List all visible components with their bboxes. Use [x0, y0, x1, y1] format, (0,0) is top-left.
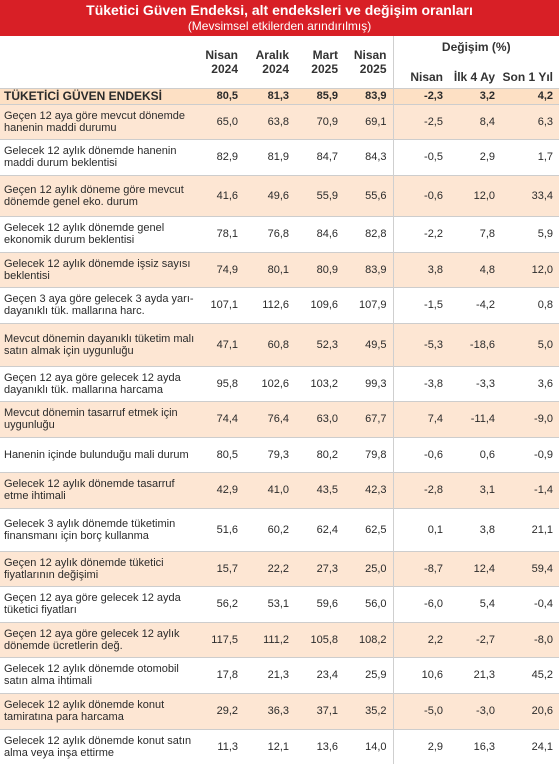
change-header-2: Son 1 Yıl	[502, 69, 553, 84]
row-value: 3,8	[393, 252, 449, 287]
row-value: 80,9	[295, 252, 344, 287]
header-row-1	[0, 36, 559, 62]
row-value: -18,6	[449, 323, 501, 366]
row-value: 55,9	[295, 175, 344, 216]
row-value: 99,3	[344, 366, 393, 401]
row-value: 12,1	[244, 729, 295, 764]
row-value: -5,3	[393, 323, 449, 366]
row-value: 83,9	[344, 252, 393, 287]
column-header-line2: 2025	[311, 61, 338, 76]
row-value: 79,8	[344, 437, 393, 472]
row-value: -2,7	[449, 622, 501, 657]
row-label: Geçen 3 aya göre gelecek 3 ayda yarı-dayanıklı tük. mallarına harc.	[0, 287, 200, 323]
row-value: -2,2	[393, 216, 449, 252]
table-row	[0, 401, 559, 437]
row-value: 15,7	[200, 551, 244, 586]
row-value: -6,0	[393, 586, 449, 622]
row-value: 7,4	[393, 401, 449, 437]
row-value: 55,6	[344, 175, 393, 216]
row-value: 43,5	[295, 472, 344, 508]
row-value: 5,0	[501, 323, 559, 366]
row-value: 107,1	[200, 287, 244, 323]
row-value: 3,8	[449, 508, 501, 551]
change-header-0: Nisan	[393, 62, 449, 88]
row-label: Gelecek 12 aylık dönemde hanenin maddi durum beklentisi	[0, 139, 200, 175]
row-value: 65,0	[200, 104, 244, 139]
row-value: 42,3	[344, 472, 393, 508]
row-label: Gelecek 12 aylık dönemde tasarruf etme ihtimali	[0, 472, 200, 508]
row-value: 12,0	[449, 175, 501, 216]
table-body	[0, 88, 559, 764]
table-row	[0, 216, 559, 252]
table-row	[0, 551, 559, 586]
row-value: 81,9	[244, 139, 295, 175]
row-value: -8,0	[501, 622, 559, 657]
row-value: -3,3	[449, 366, 501, 401]
change-header-1: İlk 4 Ay	[453, 69, 495, 84]
row-value: 82,8	[344, 216, 393, 252]
table-row	[0, 729, 559, 764]
row-value: 0,8	[501, 287, 559, 323]
row-value: -0,5	[393, 139, 449, 175]
row-value: -0,4	[501, 586, 559, 622]
row-value: 60,8	[244, 323, 295, 366]
row-label: TÜKETİCİ GÜVEN ENDEKSİ	[0, 88, 200, 104]
row-value: -2,8	[393, 472, 449, 508]
row-value: 62,5	[344, 508, 393, 551]
row-value: 111,2	[244, 622, 295, 657]
row-value: 70,9	[295, 104, 344, 139]
row-value: -1,4	[501, 472, 559, 508]
row-value: 49,5	[344, 323, 393, 366]
row-value: 36,3	[244, 693, 295, 729]
row-value: 35,2	[344, 693, 393, 729]
table-row	[0, 252, 559, 287]
row-value: 3,6	[501, 366, 559, 401]
row-value: 5,9	[501, 216, 559, 252]
table-title: Tüketici Güven Endeksi, alt endeksleri ve değişim oranları	[86, 2, 473, 18]
table-row	[0, 323, 559, 366]
table-row	[0, 437, 559, 472]
row-value: -8,7	[393, 551, 449, 586]
row-value: 78,1	[200, 216, 244, 252]
row-value: 0,1	[393, 508, 449, 551]
row-label: Gelecek 12 aylık dönemde otomobil satın alma ihtimali	[0, 657, 200, 693]
column-header-line2: 2024	[262, 61, 289, 76]
row-value: 42,9	[200, 472, 244, 508]
row-value: 105,8	[295, 622, 344, 657]
column-header-line1: Aralık	[255, 47, 289, 62]
row-value: 33,4	[501, 175, 559, 216]
row-value: 84,6	[295, 216, 344, 252]
row-value: 107,9	[344, 287, 393, 323]
row-label: Geçen 12 aya göre gelecek 12 aylık dönemde ücretlerin değ.	[0, 622, 200, 657]
row-value: -5,0	[393, 693, 449, 729]
column-header-line1: Nisan	[205, 47, 238, 62]
row-value: 20,6	[501, 693, 559, 729]
row-value: 51,6	[200, 508, 244, 551]
row-value: 12,4	[449, 551, 501, 586]
row-value: 8,4	[449, 104, 501, 139]
row-value: -1,5	[393, 287, 449, 323]
row-value: 69,1	[344, 104, 393, 139]
row-value: 3,2	[449, 88, 501, 104]
row-value: 10,6	[393, 657, 449, 693]
column-header-period-3	[344, 36, 393, 88]
row-value: 37,1	[295, 693, 344, 729]
row-value: 60,2	[244, 508, 295, 551]
row-label: Geçen 12 aylık dönemde tüketici fiyatlarının değişimi	[0, 551, 200, 586]
row-value: 80,5	[200, 437, 244, 472]
table-header-banner	[0, 0, 559, 36]
table-row	[0, 508, 559, 551]
row-value: 47,1	[200, 323, 244, 366]
column-header-line2: 2025	[359, 61, 387, 76]
row-value: 67,7	[344, 401, 393, 437]
row-value: -3,0	[449, 693, 501, 729]
row-value: 103,2	[295, 366, 344, 401]
row-value: 80,2	[295, 437, 344, 472]
row-value: 16,3	[449, 729, 501, 764]
row-value: 14,0	[344, 729, 393, 764]
row-value: 21,1	[501, 508, 559, 551]
row-label: Geçen 12 aya göre gelecek 12 ayda dayanıklı tük. mallarına harcama	[0, 366, 200, 401]
row-value: 21,3	[244, 657, 295, 693]
row-value: 6,3	[501, 104, 559, 139]
row-value: 74,9	[200, 252, 244, 287]
change-group-header	[393, 36, 559, 62]
table-row	[0, 366, 559, 401]
row-value: 102,6	[244, 366, 295, 401]
header-label-cell	[0, 36, 200, 88]
row-value: 53,1	[244, 586, 295, 622]
row-value: 95,8	[200, 366, 244, 401]
column-header-line1: Mart	[312, 47, 338, 62]
row-value: 5,4	[449, 586, 501, 622]
row-value: 117,5	[200, 622, 244, 657]
table-row	[0, 657, 559, 693]
row-value: 25,9	[344, 657, 393, 693]
row-value: 1,7	[501, 139, 559, 175]
row-value: 11,3	[200, 729, 244, 764]
row-value: -11,4	[449, 401, 501, 437]
table-row-total	[0, 88, 559, 104]
row-value: 52,3	[295, 323, 344, 366]
row-value: 4,2	[501, 88, 559, 104]
table-subtitle: (Mevsimsel etkilerden arındırılmış)	[187, 19, 372, 33]
row-value: 84,3	[344, 139, 393, 175]
row-label: Geçen 12 aya göre mevcut dönemde hanenin maddi durumu	[0, 104, 200, 139]
row-value: -4,2	[449, 287, 501, 323]
row-value: 112,6	[244, 287, 295, 323]
table-row	[0, 693, 559, 729]
table-row	[0, 622, 559, 657]
column-header-period-1	[244, 36, 295, 88]
row-value: 45,2	[501, 657, 559, 693]
row-value: 23,4	[295, 657, 344, 693]
row-value: -2,5	[393, 104, 449, 139]
row-value: 62,4	[295, 508, 344, 551]
row-label: Gelecek 12 aylık dönemde genel ekonomik durum beklentisi	[0, 216, 200, 252]
table-row	[0, 139, 559, 175]
row-value: 3,1	[449, 472, 501, 508]
row-value: 21,3	[449, 657, 501, 693]
row-label: Mevcut dönemin dayanıklı tüketim malı satın almak için uygunluğu	[0, 323, 200, 366]
row-value: 82,9	[200, 139, 244, 175]
row-value: 76,4	[244, 401, 295, 437]
row-value: 81,3	[244, 88, 295, 104]
column-header-line1: Nisan	[353, 47, 387, 62]
table-row	[0, 104, 559, 139]
table-row	[0, 175, 559, 216]
row-value: 25,0	[344, 551, 393, 586]
row-value: 83,9	[344, 88, 393, 104]
row-value: 7,8	[449, 216, 501, 252]
row-value: 59,6	[295, 586, 344, 622]
confidence-table	[0, 36, 559, 764]
row-value: -9,0	[501, 401, 559, 437]
table-row	[0, 586, 559, 622]
row-value: -3,8	[393, 366, 449, 401]
row-value: -0,9	[501, 437, 559, 472]
row-value: 56,0	[344, 586, 393, 622]
row-value: 2,9	[393, 729, 449, 764]
row-value: 109,6	[295, 287, 344, 323]
row-label: Gelecek 12 aylık dönemde konut tamiratına para harcama	[0, 693, 200, 729]
row-label: Gelecek 3 aylık dönemde tüketimin finansmanı için borç kullanma	[0, 508, 200, 551]
row-value: 63,8	[244, 104, 295, 139]
row-value: 56,2	[200, 586, 244, 622]
row-value: -0,6	[393, 437, 449, 472]
row-value: 29,2	[200, 693, 244, 729]
row-value: 59,4	[501, 551, 559, 586]
row-value: 108,2	[344, 622, 393, 657]
row-label: Geçen 12 aylık döneme göre mevcut dönemde genel eko. durum	[0, 175, 200, 216]
row-label: Gelecek 12 aylık dönemde konut satın alma veya inşa ettirme	[0, 729, 200, 764]
column-header-line2: 2024	[211, 61, 238, 76]
row-value: 80,1	[244, 252, 295, 287]
row-label: Mevcut dönemin tasarruf etmek için uygunluğu	[0, 401, 200, 437]
row-value: 4,8	[449, 252, 501, 287]
column-header-period-0	[200, 36, 244, 88]
row-value: 84,7	[295, 139, 344, 175]
row-value: 24,1	[501, 729, 559, 764]
row-label: Geçen 12 aya göre gelecek 12 ayda tüketici fiyatları	[0, 586, 200, 622]
row-value: 0,6	[449, 437, 501, 472]
row-value: 85,9	[295, 88, 344, 104]
row-value: -2,3	[393, 88, 449, 104]
row-value: 74,4	[200, 401, 244, 437]
row-value: 49,6	[244, 175, 295, 216]
row-value: 76,8	[244, 216, 295, 252]
row-value: 22,2	[244, 551, 295, 586]
column-header-period-2	[295, 36, 344, 88]
row-value: 80,5	[200, 88, 244, 104]
row-value: 12,0	[501, 252, 559, 287]
change-group-label: Değişim (%)	[441, 40, 511, 54]
row-value: 2,9	[449, 139, 501, 175]
table-row	[0, 472, 559, 508]
row-value: 17,8	[200, 657, 244, 693]
row-value: 79,3	[244, 437, 295, 472]
row-value: 27,3	[295, 551, 344, 586]
row-label: Gelecek 12 aylık dönemde işsiz sayısı beklentisi	[0, 252, 200, 287]
row-label: Hanenin içinde bulunduğu mali durum	[0, 437, 200, 472]
row-value: -0,6	[393, 175, 449, 216]
row-value: 2,2	[393, 622, 449, 657]
row-value: 41,6	[200, 175, 244, 216]
row-value: 13,6	[295, 729, 344, 764]
row-value: 63,0	[295, 401, 344, 437]
row-value: 41,0	[244, 472, 295, 508]
table-row	[0, 287, 559, 323]
